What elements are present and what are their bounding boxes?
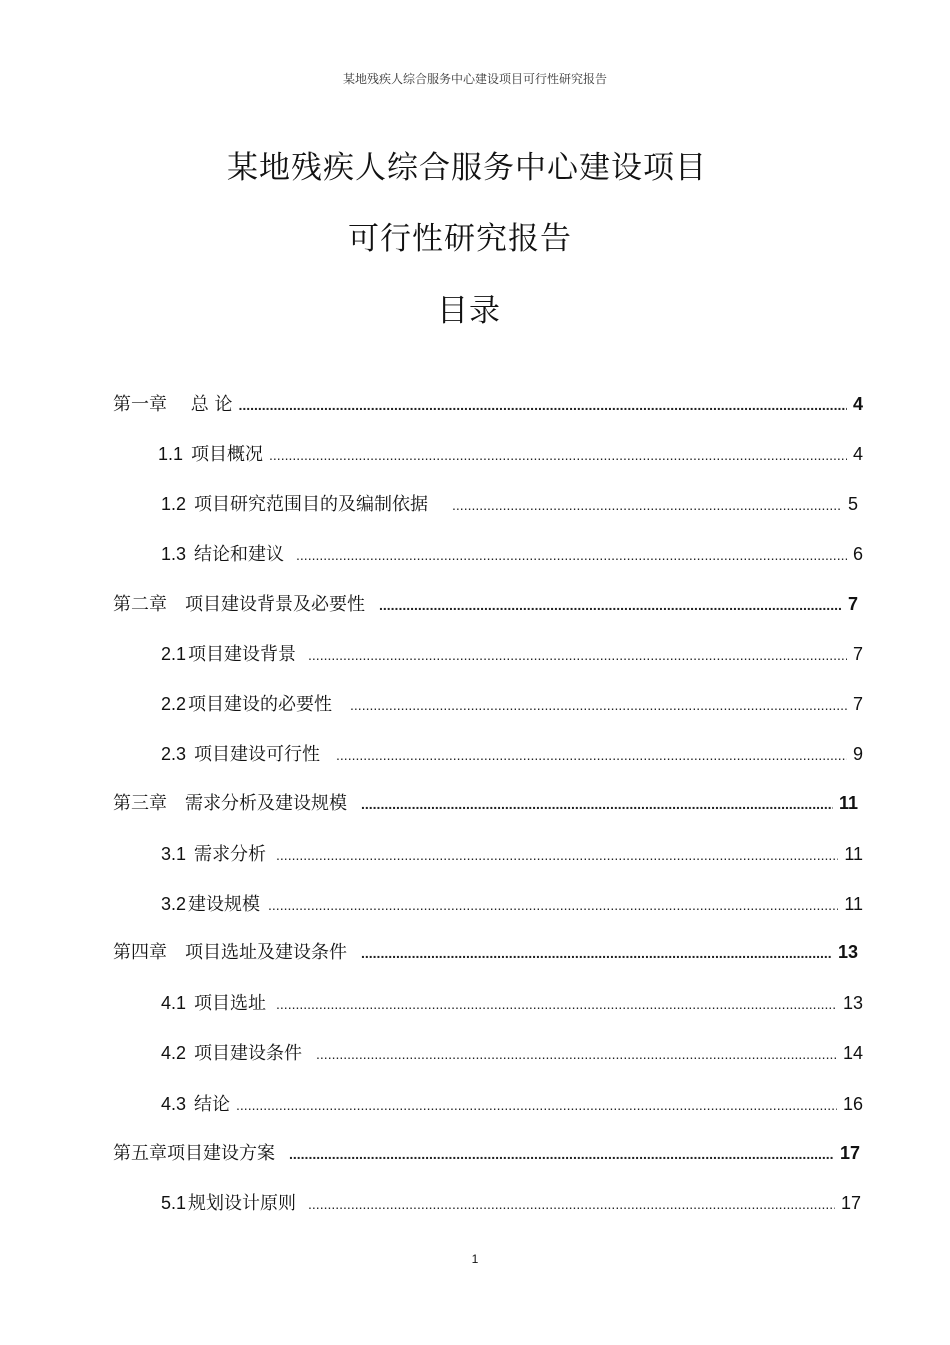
toc-page-number: 11 bbox=[844, 844, 863, 864]
toc-entry-label: 规划设计原则 bbox=[188, 1193, 297, 1214]
toc-entry-label: 建设规模 bbox=[188, 894, 261, 915]
toc-entry-label: 第五章项目建设方案 bbox=[113, 1143, 275, 1164]
toc-entry-label: 结论 bbox=[194, 1094, 231, 1115]
toc-page-number: 4 bbox=[852, 394, 863, 414]
toc-page-number: 5 bbox=[847, 494, 858, 514]
document-title-line2: 可行性研究报告 bbox=[348, 221, 572, 257]
toc-entry-chapter-1[interactable] bbox=[113, 390, 863, 416]
toc-page-number: 17 bbox=[839, 1143, 860, 1163]
toc-section-number: 3.1 bbox=[161, 844, 187, 864]
toc-entry-3-1[interactable] bbox=[161, 840, 863, 866]
toc-leader-dots bbox=[308, 647, 847, 663]
toc-entry-label: 项目选址 bbox=[194, 993, 267, 1014]
toc-section-number: 4.1 bbox=[161, 993, 187, 1013]
toc-entry-4-2[interactable] bbox=[161, 1039, 863, 1065]
toc-leader-dots bbox=[276, 847, 838, 863]
toc-page-number: 4 bbox=[852, 444, 863, 464]
toc-entry-chapter-2[interactable] bbox=[113, 590, 858, 616]
document-title-line1: 某地残疾人综合服务中心建设项目 bbox=[227, 150, 707, 186]
toc-page-number: 7 bbox=[852, 644, 863, 664]
toc-section-number: 2.2 bbox=[161, 694, 187, 714]
toc-section-number: 1.1 bbox=[158, 444, 184, 464]
toc-entry-1-2[interactable] bbox=[161, 490, 858, 516]
toc-heading: 目录 bbox=[437, 293, 501, 329]
toc-entry-2-2[interactable] bbox=[161, 690, 863, 716]
toc-leader-dots bbox=[361, 796, 833, 812]
toc-entry-label: 项目建设背景 bbox=[188, 644, 297, 665]
toc-page-number: 17 bbox=[840, 1193, 861, 1213]
toc-entry-1-1[interactable] bbox=[158, 440, 863, 466]
toc-section-number: 4.2 bbox=[161, 1043, 187, 1063]
toc-leader-dots bbox=[276, 996, 837, 1012]
toc-entry-label: 结论和建议 bbox=[194, 544, 285, 565]
toc-entry-chapter-4[interactable] bbox=[113, 938, 858, 964]
toc-leader-dots bbox=[361, 945, 832, 961]
page-number: 1 bbox=[471, 1252, 479, 1266]
toc-entry-4-3[interactable] bbox=[161, 1090, 863, 1116]
toc-entry-label: 需求分析 bbox=[194, 844, 267, 865]
toc-page-number: 6 bbox=[852, 544, 863, 564]
toc-entry-label: 第二章 项目建设背景及必要性 bbox=[113, 594, 365, 615]
toc-entry-label: 项目概况 bbox=[191, 444, 264, 465]
toc-section-number: 5.1 bbox=[161, 1193, 187, 1213]
toc-leader-dots bbox=[289, 1146, 834, 1162]
toc-leader-dots bbox=[350, 697, 847, 713]
toc-leader-dots bbox=[238, 397, 847, 413]
toc-leader-dots bbox=[308, 1196, 835, 1212]
toc-entry-chapter-3[interactable] bbox=[113, 789, 858, 815]
toc-page-number: 13 bbox=[842, 993, 863, 1013]
toc-entry-label: 项目研究范围目的及编制依据 bbox=[194, 494, 429, 515]
toc-entry-5-1[interactable] bbox=[161, 1189, 861, 1215]
toc-page-number: 7 bbox=[847, 594, 858, 614]
toc-entry-3-2[interactable] bbox=[161, 890, 863, 916]
toc-section-number: 3.2 bbox=[161, 894, 187, 914]
toc-page-number: 11 bbox=[838, 793, 858, 813]
toc-entry-1-3[interactable] bbox=[161, 540, 863, 566]
toc-leader-dots bbox=[268, 897, 838, 913]
toc-entry-label: 项目建设的必要性 bbox=[188, 694, 333, 715]
toc-page-number: 7 bbox=[852, 694, 863, 714]
toc-page-number: 11 bbox=[844, 894, 863, 914]
running-header: 某地残疾人综合服务中心建设项目可行性研究报告 bbox=[342, 72, 607, 86]
toc-page-number: 16 bbox=[842, 1094, 863, 1114]
toc-entry-label: 第四章 项目选址及建设条件 bbox=[113, 942, 347, 963]
toc-page-number: 14 bbox=[842, 1043, 863, 1063]
toc-leader-dots bbox=[236, 1097, 837, 1113]
toc-leader-dots bbox=[296, 547, 847, 563]
toc-leader-dots bbox=[336, 747, 847, 763]
toc-entry-chapter-5[interactable] bbox=[113, 1139, 860, 1165]
toc-entry-2-1[interactable] bbox=[161, 640, 863, 666]
toc-leader-dots bbox=[316, 1046, 837, 1062]
toc-entry-2-3[interactable] bbox=[161, 740, 863, 766]
toc-leader-dots bbox=[452, 497, 842, 513]
toc-page-number: 13 bbox=[837, 942, 858, 962]
toc-section-number: 1.2 bbox=[161, 494, 187, 514]
toc-page-number: 9 bbox=[852, 744, 863, 764]
toc-section-number: 2.3 bbox=[161, 744, 187, 764]
toc-entry-label: 项目建设可行性 bbox=[194, 744, 321, 765]
toc-section-number: 2.1 bbox=[161, 644, 187, 664]
toc-section-number: 4.3 bbox=[161, 1094, 187, 1114]
toc-leader-dots bbox=[379, 597, 842, 613]
toc-entry-label: 第一章 总 论 bbox=[113, 394, 233, 415]
toc-leader-dots bbox=[269, 447, 847, 463]
toc-entry-label: 项目建设条件 bbox=[194, 1043, 303, 1064]
toc-entry-4-1[interactable] bbox=[161, 989, 863, 1015]
toc-section-number: 1.3 bbox=[161, 544, 187, 564]
toc-entry-label: 第三章 需求分析及建设规模 bbox=[113, 793, 347, 814]
